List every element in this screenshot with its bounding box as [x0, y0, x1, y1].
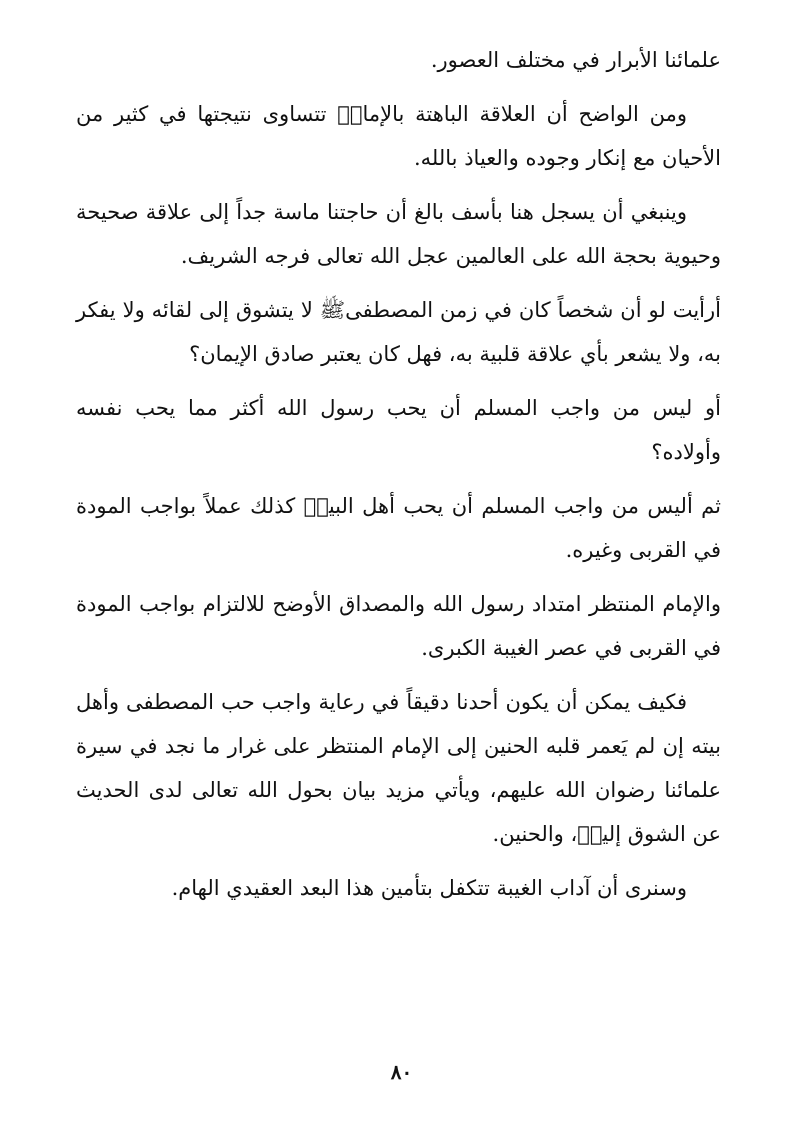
paragraph-8: فكيف يمكن أن يكون أحدنا دقيقاً في رعاية واجب حب المصطفى وأهل بيته إن لم يَعمر قلبه الحنين إلى الإمام المنتظر على غرار ما نجد في سيرة علمائنا رضوان الله عليهم، ويأتي مزيد بيان بحول الله تعالى لدى الحديث عن الشوق إليهؑ، والحنين.: [76, 690, 721, 846]
paragraph-9: وسنرى أن آداب الغيبة تتكفل بتأمين هذا البعد العقيدي الهام.: [171, 876, 687, 900]
paragraph-2: ومن الواضح أن العلاقة الباهتة بالإمامؑ تتساوى نتيجتها في كثير من الأحيان مع إنكار وجوده والعياذ بالله.: [76, 102, 721, 170]
paragraph-5: أو ليس من واجب المسلم أن يحب رسول الله أكثر مما يحب نفسه وأولاده؟: [76, 396, 721, 464]
paragraph-3: وينبغي أن يسجل هنا بأسف بالغ أن حاجتنا ماسة جداً إلى علاقة صحيحة وحيوية بحجة الله على العالمين عجل الله تعالى فرجه الشريف.: [76, 200, 721, 268]
paragraph-4: أرأيت لو أن شخصاً كان في زمن المصطفىﷺ لا يتشوق إلى لقائه ولا يفكر به، ولا يشعر بأي علاقة قلبية به، فهل كان يعتبر صادق الإيمان؟: [76, 298, 721, 366]
page-number: ٨٠: [390, 1060, 413, 1084]
paragraph-1: علمائنا الأبرار في مختلف العصور.: [430, 48, 721, 72]
body-text: [76, 38, 721, 920]
paragraph-7: والإمام المنتظر امتداد رسول الله والمصداق الأوضح للالتزام بواجب المودة في القربى في عصر الغيبة الكبرى.: [76, 592, 721, 660]
paragraph-6: ثم أليس من واجب المسلم أن يحب أهل البيتؑ كذلك عملاً بواجب المودة في القربى وغيره.: [76, 494, 721, 562]
